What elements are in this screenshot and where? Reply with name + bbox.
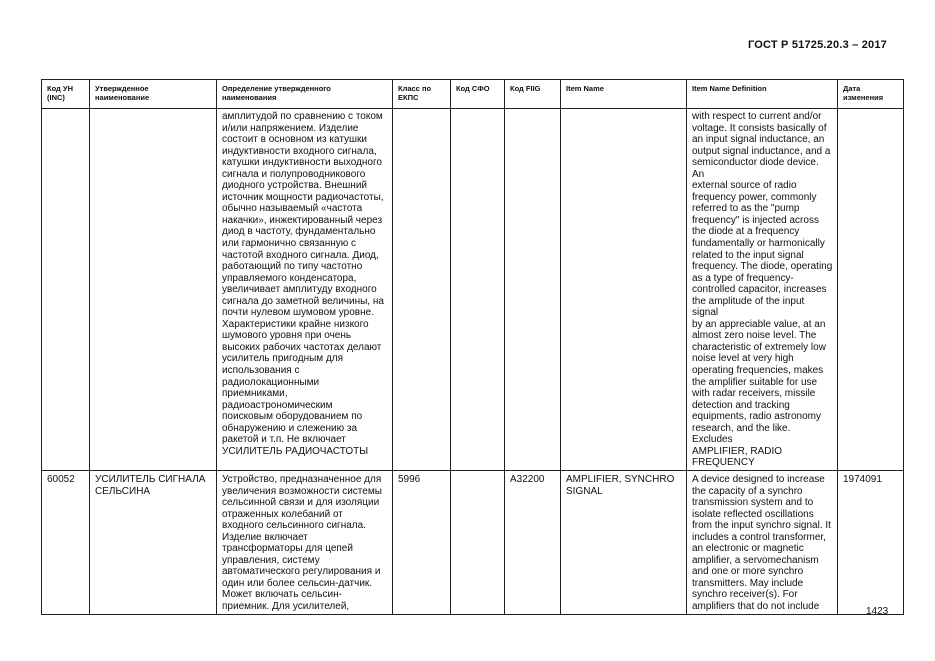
standard-title: ГОСТ Р 51725.20.3 – 2017 — [747, 39, 887, 51]
col-header-inc: Код УН (INC) — [42, 80, 90, 109]
page-number: 1423 — [866, 606, 889, 617]
col-header-sfo-code: Код СФО — [451, 80, 505, 109]
cell-item-name: AMPLIFIER, SYNCHRO SIGNAL — [561, 470, 687, 614]
table-row — [42, 470, 904, 614]
cell-sfo-code — [451, 109, 505, 471]
cell-item-definition: with respect to current and/or voltage. It consists basically of an input signal inductance, an output signal inductance, and a semiconductor diode device. An external source of radio frequency power, commonly referred to as the "pump frequency" is injected across the diode at a frequency fundamentally or harmonically related to the input signal frequency. The diode, operating as a type of frequency- controlled capacitor, increases the amplitude of the input signal by an appreciable value, at an almost zero noise level. The characteristic of extremely low noise level at very high operating frequencies, makes the amplifier suitable for use with radar receivers, missile detection and tracking equipments, radio astronomy research, and the like. Excludes AMPLIFIER, RADIO FREQUENCY — [687, 109, 838, 471]
col-header-item-definition: Item Name Definition — [687, 80, 838, 109]
cell-ekps-class — [393, 109, 451, 471]
cell-inc: 60052 — [42, 470, 90, 614]
cell-definition-ru: Устройство, предназначенное для увеличения возможности системы сельсинной связи и для изоляции отраженных колебаний от входного сельсинного сигнала. Изделие включает трансформаторы для цепей управления, систему автоматического регулирования и один или более сельсин-датчик. Может включать сельсин- приемник. Для усилителей, — [217, 470, 393, 614]
cell-change-date: 1974091 — [838, 470, 904, 614]
col-header-ekps-class: Класс по ЕКПС — [393, 80, 451, 109]
col-header-item-name: Item Name — [561, 80, 687, 109]
col-header-fiig-code: Код FIIG — [505, 80, 561, 109]
cell-sfo-code — [451, 470, 505, 614]
cell-approved-name: УСИЛИТЕЛЬ СИГНАЛА СЕЛЬСИНА — [90, 470, 217, 614]
cell-item-name — [561, 109, 687, 471]
table-row — [42, 109, 904, 471]
cell-fiig-code — [505, 109, 561, 471]
cell-approved-name — [90, 109, 217, 471]
table-header-row — [42, 80, 904, 109]
cell-ekps-class: 5996 — [393, 470, 451, 614]
cell-item-definition: A device designed to increase the capacity of a synchro transmission system and to isolate reflected oscillations from the input synchro signal. It includes a control transformer, an electronic or magnetic amplifier, a servomechanism and one or more synchro transmitters. May include synchro receiver(s). For amplifiers that do not include — [687, 470, 838, 614]
col-header-definition-ru: Определение утвержденного наименования — [217, 80, 393, 109]
cell-change-date — [838, 109, 904, 471]
col-header-approved-name: Утвержденное наименование — [90, 80, 217, 109]
cell-fiig-code: A32200 — [505, 470, 561, 614]
col-header-change-date: Дата изменения — [838, 80, 904, 109]
classifier-table — [41, 79, 904, 615]
cell-inc — [42, 109, 90, 471]
cell-definition-ru: амплитудой по сравнению с током и/или напряжением. Изделие состоит в основном из катушки индуктивности входного сигнала, катушки индуктивности выходного сигнала и полупроводникового диодного устройства. Внешний источник мощности радиочастоты, обычно называемый «частота накачки», инжектированный через диод в частоту, фундаментально или гармонично связанную с частотой входного сигнала. Диод, работающий по типу частотно управляемого конденсатора, увеличивает амплитуду входного сигнала до заметной величины, на почти нулевом шумовом уровне. Характеристики крайне низкого шумового уровня при очень высоких рабочих частотах делают усилитель пригодным для использования с радиолокационными приемниками, радиоастрономическим поисковым оборудованием по обнаружению и слежению за ракетой и т.п. Не включает УСИЛИТЕЛЬ РАДИОЧАСТОТЫ — [217, 109, 393, 471]
